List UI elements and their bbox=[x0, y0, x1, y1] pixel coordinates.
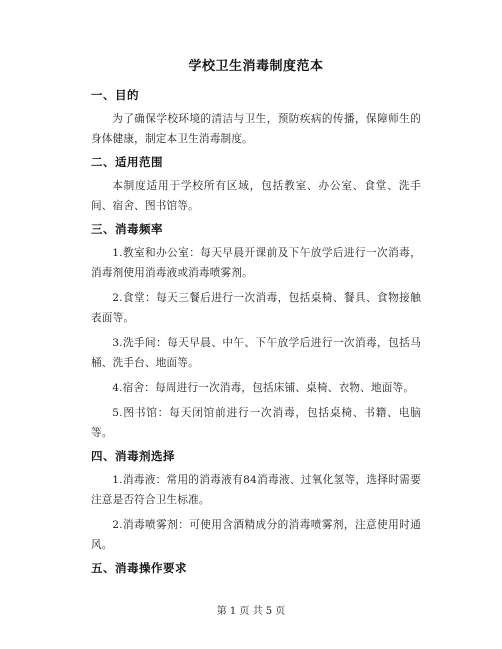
section-scope bbox=[91, 154, 421, 216]
section-heading: 三、消毒频率 bbox=[91, 222, 163, 236]
section-frequency bbox=[91, 221, 421, 443]
paragraph: 1.消毒液：常用的消毒液有84消毒液、过氧化氢等，选择时需要注意是否符合卫生标准。 bbox=[91, 474, 421, 506]
section-heading: 五、消毒操作要求 bbox=[91, 561, 187, 575]
page-number-footer: 第 1 页 共 5 页 bbox=[216, 606, 286, 617]
section-heading: 四、消毒剂选择 bbox=[91, 449, 175, 463]
paragraph: 为了确保学校环境的清洁与卫生，预防疾病的传播，保障师生的身体健康，制定本卫生消毒制度。 bbox=[91, 113, 421, 145]
paragraph: 1.教室和办公室：每天早晨开课前及下午放学后进行一次消毒，消毒剂使用消毒液或消毒喷雾剂。 bbox=[91, 247, 421, 279]
section-purpose bbox=[91, 87, 421, 149]
paragraph: 3.洗手间：每天早晨、中午、下午放学后进行一次消毒，包括马桶、洗手台、地面等。 bbox=[91, 337, 421, 369]
document-title: 学校卫生消毒制度范本 bbox=[188, 59, 324, 74]
section-operation-requirements bbox=[91, 560, 421, 576]
paragraph: 5.图书馆：每天闭馆前进行一次消毒，包括桌椅、书籍、电脑等。 bbox=[91, 407, 421, 439]
paragraph: 2.食堂：每天三餐后进行一次消毒，包括桌椅、餐具、食物接触表面等。 bbox=[91, 292, 421, 324]
section-disinfectant-choice bbox=[91, 448, 421, 555]
paragraph: 4.宿舍：每周进行一次消毒，包括床铺、桌椅、衣物、地面等。 bbox=[112, 382, 415, 394]
section-heading: 二、适用范围 bbox=[91, 155, 163, 169]
paragraph: 本制度适用于学校所有区域，包括教室、办公室、食堂、洗手间、宿舍、图书馆等。 bbox=[91, 180, 421, 212]
section-heading: 一、目的 bbox=[91, 88, 139, 102]
paragraph: 2.消毒喷雾剂：可使用含酒精成分的消毒喷雾剂，注意使用时通风。 bbox=[91, 519, 421, 551]
document-body bbox=[91, 58, 421, 582]
